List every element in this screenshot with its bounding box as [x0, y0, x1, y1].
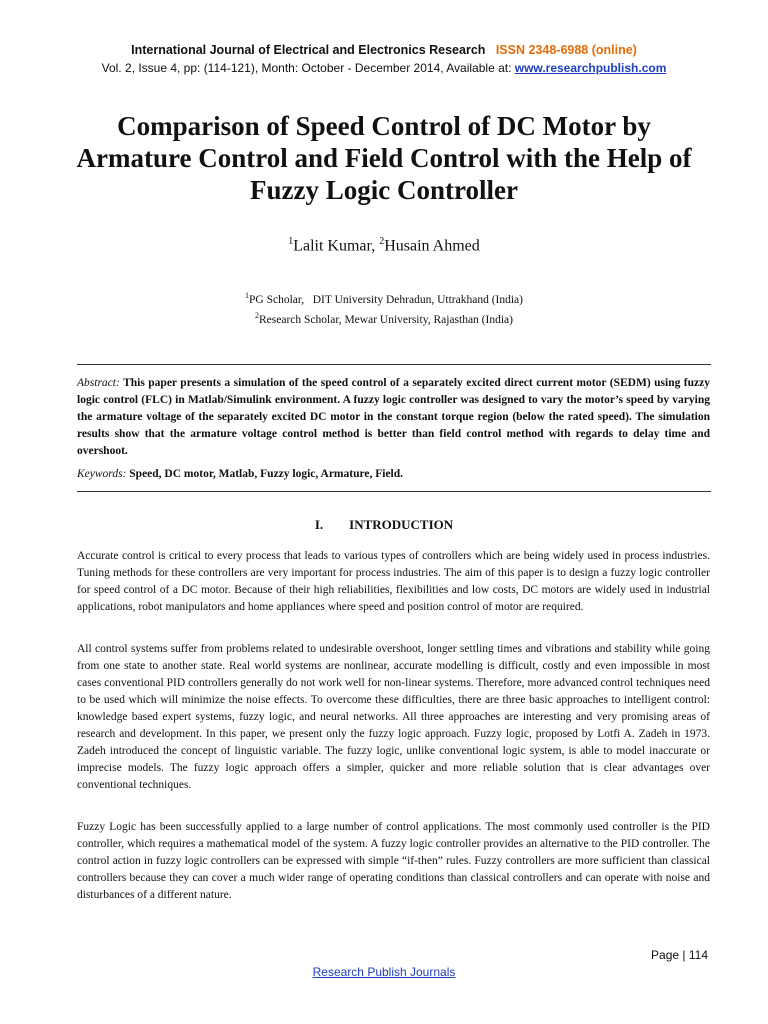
paper-title: Comparison of Speed Control of DC Motor by Armature Control and Field Control with the Help of Fuzzy Logic Controller	[76, 111, 692, 205]
author2-sup: 2	[379, 236, 385, 247]
page-number: Page | 114	[651, 948, 708, 962]
paragraph-2: All control systems suffer from problems related to undesirable overshoot, longer settling times and vibrations and stability while going from one state to another state. Real world systems are nonlinear, accurate modelling is difficult, costly and even impossible in most cases conventional PID controllers generally do not work well for non-linear systems. Therefore, more advanced control techniques need to be used which will minimize the noise effects. To overcome these difficulties, there are three basic approaches to intelligent control: knowledge based expert systems, fuzzy logic, and neural networks. All three approaches are interesting and very promising areas of research and development. In this paper, we present only the fuzzy logic approach. Fuzzy logic, proposed by Lotfi A. Zadeh in 1973. Zadeh introduced the concept of linguistic variable. The fuzzy logic, unlike conventional logic system, is able to model inaccurate or imprecise models. The fuzzy logic approach offers a simpler, quicker and more reliable solution that is clear advantages over conventional techniques.	[77, 643, 710, 791]
keywords	[77, 468, 710, 480]
affil1-text: PG Scholar, DIT University Dehradun, Uttrakhand (India)	[249, 293, 523, 306]
top-rule	[77, 364, 711, 365]
publisher-link[interactable]: Research Publish Journals	[312, 965, 456, 979]
issn: ISSN 2348-6988 (online)	[495, 43, 637, 57]
keywords-text: Speed, DC motor, Matlab, Fuzzy logic, Armature, Field.	[129, 468, 404, 480]
author1: Lalit Kumar,	[293, 237, 376, 255]
journal-name: International Journal of Electrical and Electronics Research	[131, 43, 486, 57]
author1-sup: 1	[288, 236, 294, 247]
keywords-label: Keywords:	[77, 468, 127, 480]
bottom-rule	[77, 491, 711, 492]
journal-header	[0, 43, 768, 57]
affil2-text: Research Scholar, Mewar University, Rajasthan (India)	[259, 313, 513, 326]
section-number: I.	[314, 517, 324, 532]
volume-line	[0, 61, 768, 75]
affiliations	[0, 288, 768, 328]
affiliation-1	[0, 288, 768, 308]
affiliation-2	[0, 308, 768, 328]
section-title: INTRODUCTION	[349, 517, 454, 532]
paragraph-3: Fuzzy Logic has been successfully applied to a large number of control applications. The most commonly used controller is the PID controller, which requires a mathematical model of the system. A fuzzy logic controller provides an alternative to the PID controller. The control action in fuzzy logic controllers can be expressed with simple “if-then” rules. Fuzzy controllers are more sufficient than classical controllers because they can cover a much wider range of operating conditions than classical controllers and can operate with noise and disturbances of a different nature.	[77, 821, 710, 901]
paragraph-1: Accurate control is critical to every process that leads to various types of controllers which are being widely used in process industries. Tuning methods for these controllers are very important for process industries. The aim of this paper is to design a fuzzy logic controller for speed control of a DC motor. Because of their high reliabilities, flexibilities and low costs, DC motors are widely used in industrial applications, robot manipulators and home appliances where speed and position control of motor are required.	[77, 550, 710, 613]
authors	[0, 236, 768, 255]
author2: Husain Ahmed	[384, 237, 480, 255]
abstract-text: This paper presents a simulation of the speed control of a separately excited direct current motor (SEDM) using fuzzy logic control (FLC) in Matlab/Simulink environment. A fuzzy logic controller was designed to vary the motor’s speed by varying the armature voltage of the separately excited DC motor in the constant torque region (below the rated speed). The simulation results show that the armature voltage control method is better than field control method with regards to delay time and overshoot.	[77, 377, 710, 457]
volume-info: Vol. 2, Issue 4, pp: (114-121), Month: October - December 2014, Available at:	[101, 61, 512, 75]
abstract-label: Abstract:	[77, 377, 120, 389]
affil1-sup: 1	[245, 291, 249, 300]
affil2-sup: 2	[255, 310, 260, 320]
abstract	[77, 375, 710, 460]
journal-url-link[interactable]: www.researchpublish.com	[514, 61, 667, 75]
section-heading	[0, 517, 768, 533]
